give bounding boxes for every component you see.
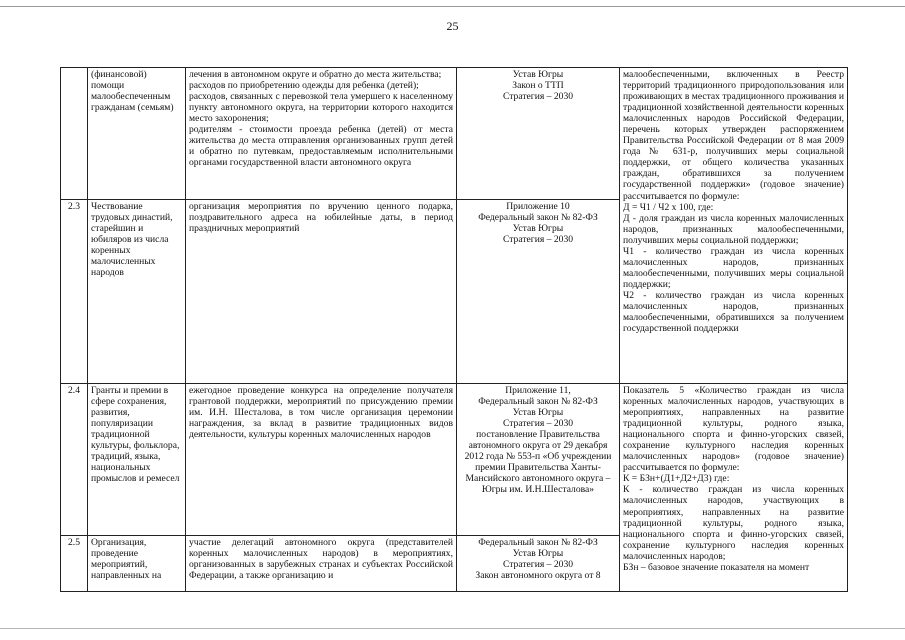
measure-name: Гранты и премии в сфере сохранения, развития, популяризации традиционной культуры, фольклора, традиций, языка, национальных промыслов и ремесел — [88, 384, 186, 536]
measure-content: лечения в автономном округе и обратно до места жительства; расходов по приобретению одежды для ребенка (детей); расходов, связанных с перевозкой тела умершего к населенному пункту автономного округа, на территории которого находится место захоронения; родителям - стоимости проезда ребенка (детей) от места жительства до места отправления организованных групп детей и обратно по путевкам, предоставляемым исполнительными органами государственной власти автономного округа — [186, 68, 457, 200]
scan-edge-bottom — [0, 628, 905, 629]
measure-content: ежегодное проведение конкурса на определение получателя грантовой поддержки, мероприятий по присуждению премии им. И.Н. Шесталова, в том числе организация церемонии награждения, за вклад в развитие традиционных видов деятельности, культуры коренных малочисленных народов — [186, 384, 457, 536]
table-row — [61, 384, 848, 536]
row-number: 2.5 — [61, 536, 88, 592]
row-number: 2.3 — [61, 200, 88, 384]
legal-basis: Приложение 11, Федеральный закон № 82-ФЗ Устав Югры Стратегия – 2030 постановление Правительства автономного округа от 29 декабря 2012 года № 553-п «Об учреждении премии Правительства Ханты-Мансийского автономного округа – Югры им. И.Н.Шесталова» — [457, 384, 620, 536]
measure-name: (финансовой) помощи малообеспеченным гражданам (семьям) — [88, 68, 186, 200]
program-table — [60, 67, 848, 592]
row-number: 2.4 — [61, 384, 88, 536]
scan-edge-top — [0, 6, 905, 7]
measure-content: организация мероприятия по вручению ценного подарка, поздравительного адреса на юбилейные даты, в период праздничных мероприятий — [186, 200, 457, 384]
measure-content: участие делегаций автономного округа (представителей коренных малочисленных народов) в мероприятиях, организованных в зарубежных странах и субъектах Российской Федерации, а также организацию и — [186, 536, 457, 592]
measure-name: Организация, проведение мероприятий, направленных на — [88, 536, 186, 592]
page-number: 25 — [446, 19, 459, 33]
legal-basis: Устав Югры Закон о ТТП Стратегия – 2030 — [457, 68, 620, 200]
legal-basis: Федеральный закон № 82-ФЗ Устав Югры Стратегия – 2030 Закон автономного округа от 8 — [457, 536, 620, 592]
measure-name: Чествование трудовых династий, старейшин и юбиляров из числа коренных малочисленных народов — [88, 200, 186, 384]
indicator-description: малообеспеченными, включенных в Реестр территорий традиционного природопользования или проживающих в местах традиционного проживания и традиционной хозяйственной деятельности коренных малочисленных народов Российской Федерации, перечень которых утвержден распоряжением Правительства Российской Федерации от 8 мая 2009 года № 631-р, получивших меры социальной поддержки, от общего количества указанных граждан, обратившихся за получением государственной поддержки» (годовое значение) рассчитывается по формуле: Д = Ч1 / Ч2 х 100, где: Д - доля граждан из числа коренных малочисленных народов, признанных малообеспеченными, получивших меры социальной поддержки; Ч1 - количество граждан из числа коренных малочисленных народов, признанных малообеспеченными, получивших меры социальной поддержки; Ч2 - количество граждан из числа коренных малочисленных народов, признанных малообеспеченными, обратившихся за получением государственной поддержки — [620, 68, 848, 384]
row-number — [61, 68, 88, 200]
table-row — [61, 68, 848, 200]
indicator-description: Показатель 5 «Количество граждан из числа коренных малочисленных народов, участвующих в мероприятиях, направленных на развитие традиционной культуры, родного языка, национального спорта и финно-угорских связей, сохранение культурного наследия коренных малочисленных народов» (годовое значение) рассчитывается по формуле: К = БЗн+(Д1+Д2+Д3) где: К - количество граждан из числа коренных малочисленных народов, участвующих в мероприятиях, направленных на развитие традиционной культуры, родного языка, национального спорта и финно-угорских связей, сохранение культурного наследия коренных малочисленных народов; БЗн – базовое значение показателя на момент — [620, 384, 848, 592]
legal-basis: Приложение 10 Федеральный закон № 82-ФЗ Устав Югры Стратегия – 2030 — [457, 200, 620, 384]
